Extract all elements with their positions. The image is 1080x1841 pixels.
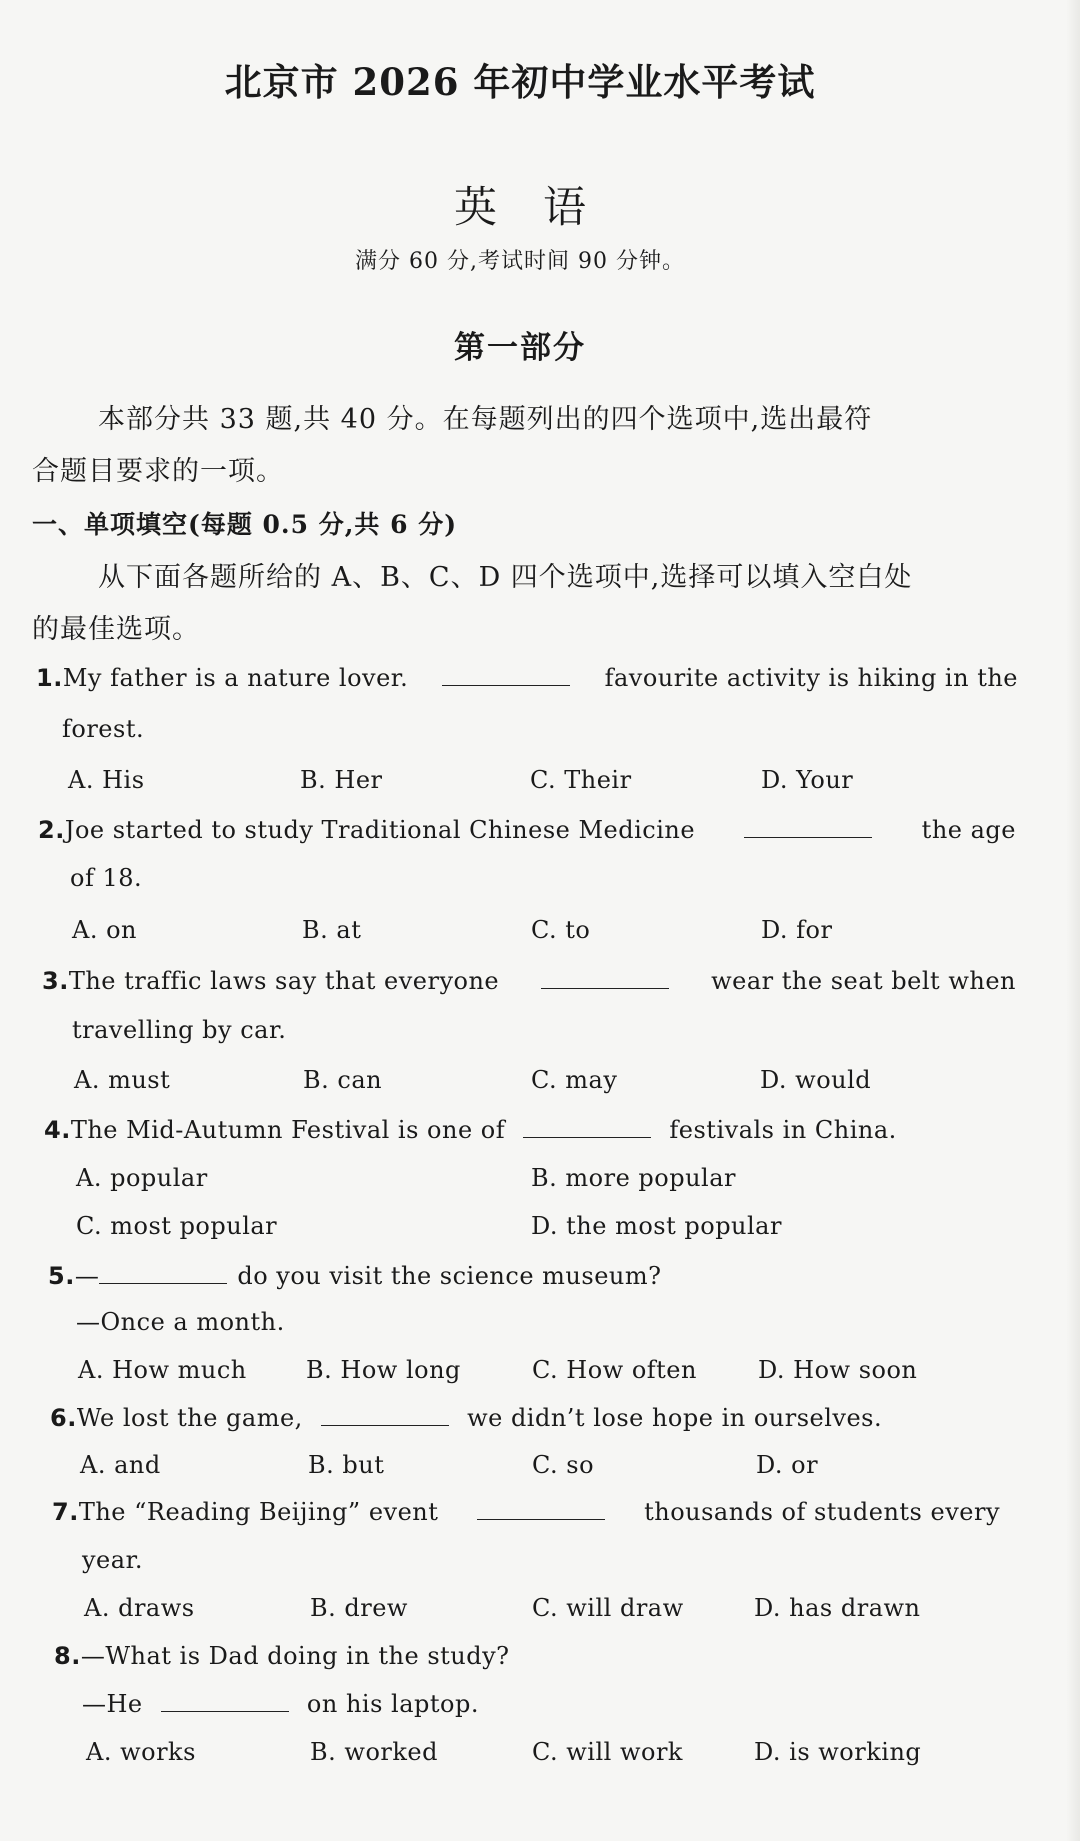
option-a: A. His	[68, 766, 145, 794]
stem-before-blank: Joe started to study Traditional Chinese Medicine	[64, 816, 696, 844]
option-b: B. worked	[310, 1738, 438, 1766]
option-a: A. works	[86, 1738, 196, 1766]
question-number: 4.	[44, 1116, 71, 1144]
question-5-continuation: —Once a month.	[76, 1308, 285, 1336]
option-d: D. the most popular	[531, 1212, 782, 1240]
question-stem	[79, 1498, 1000, 1526]
option-d: D. is working	[754, 1738, 922, 1766]
page-edge-shadow	[1066, 0, 1080, 1841]
stem-after-blank: favourite activity is hiking in the	[604, 664, 1018, 692]
option-d: D. has drawn	[754, 1594, 921, 1622]
stem-after-blank: on his laptop.	[306, 1690, 479, 1718]
question-stem	[71, 1116, 897, 1144]
stem-after-blank: we didn’t lose hope in ourselves.	[467, 1404, 883, 1432]
section-heading: 一、单项填空(每题 0.5 分,共 6 分)	[32, 510, 458, 539]
score-note: 满分 60 分,考试时间 90 分钟。	[355, 249, 685, 274]
question-number: 8.	[54, 1642, 81, 1670]
option-d: D. would	[760, 1066, 872, 1094]
section-instr-line-1: 从下面各题所给的 A、B、C、D 四个选项中,选择可以填入空白处	[98, 562, 913, 593]
answer-blank	[477, 1518, 605, 1520]
question-number: 5.	[48, 1262, 75, 1290]
stem-before-blank: We lost the game,	[76, 1404, 303, 1432]
question-number: 7.	[52, 1498, 79, 1526]
option-b: B. can	[303, 1066, 383, 1094]
question-1-continuation: forest.	[62, 715, 145, 743]
stem-before-blank: —	[74, 1262, 100, 1290]
option-c: C. most popular	[76, 1212, 278, 1240]
question-number: 6.	[50, 1404, 77, 1432]
part-title: 第一部分	[454, 330, 586, 366]
question-2	[38, 816, 1016, 844]
option-a: A. popular	[76, 1164, 208, 1192]
option-c: C. so	[532, 1451, 595, 1479]
option-b: B. drew	[310, 1594, 408, 1622]
stem-before-blank: My father is a nature lover.	[62, 664, 409, 692]
option-b: B. but	[308, 1451, 385, 1479]
option-c: C. will draw	[532, 1594, 684, 1622]
question-stem	[63, 664, 1018, 692]
stem-after-blank: do you visit the science museum?	[237, 1262, 662, 1290]
answer-blank	[541, 987, 669, 989]
question-stem	[75, 1262, 662, 1290]
answer-blank	[161, 1710, 289, 1712]
answer-blank	[442, 684, 570, 686]
stem-before-blank: The “Reading Beijing” event	[78, 1498, 439, 1526]
part-intro-line-2: 合题目要求的一项。	[32, 456, 284, 487]
part-intro-line-1: 本部分共 33 题,共 40 分。在每题列出的四个选项中,选出最符	[98, 404, 873, 435]
question-8-continuation	[82, 1690, 479, 1718]
stem-after-blank: wear the seat belt when	[711, 967, 1016, 995]
answer-blank	[321, 1424, 449, 1426]
option-a: A. How much	[78, 1356, 247, 1384]
question-3-continuation: travelling by car.	[72, 1016, 287, 1044]
option-b: B. at	[302, 916, 362, 944]
answer-blank	[523, 1136, 651, 1138]
question-5	[48, 1262, 661, 1290]
exam-title: 北京市 2026 年初中学业水平考试	[224, 60, 816, 104]
stem-before-blank: —He	[82, 1690, 143, 1718]
option-a: A. must	[74, 1066, 171, 1094]
option-a: A. and	[80, 1451, 161, 1479]
question-6	[50, 1404, 882, 1432]
option-b: B. more popular	[531, 1164, 736, 1192]
section-instructions	[32, 552, 1024, 656]
option-a: A. draws	[84, 1594, 195, 1622]
option-d: D. Your	[761, 766, 854, 794]
stem-before-blank: The traffic laws say that everyone	[68, 967, 500, 995]
part-intro	[32, 394, 1024, 498]
answer-blank	[744, 836, 872, 838]
section-instr-line-2: 的最佳选项。	[32, 614, 200, 645]
question-stem	[77, 1404, 882, 1432]
question-stem: —What is Dad doing in the study?	[80, 1642, 510, 1670]
option-c: C. to	[531, 916, 591, 944]
option-a: A. on	[72, 916, 137, 944]
stem-after-blank: festivals in China.	[669, 1116, 897, 1144]
subject-title: 英语	[454, 183, 632, 233]
question-4	[44, 1116, 897, 1144]
question-stem	[69, 967, 1016, 995]
option-c: C. Their	[530, 766, 632, 794]
question-2-continuation: of 18.	[70, 864, 143, 892]
option-c: C. may	[531, 1066, 618, 1094]
question-stem	[65, 816, 1016, 844]
option-c: C. How often	[532, 1356, 697, 1384]
option-d: D. or	[756, 1451, 819, 1479]
question-8	[54, 1642, 510, 1670]
option-d: D. for	[761, 916, 833, 944]
option-c: C. will work	[532, 1738, 683, 1766]
question-7	[52, 1498, 1000, 1526]
answer-blank	[99, 1282, 227, 1284]
stem-before-blank: The Mid-Autumn Festival is one of	[70, 1116, 506, 1144]
question-number: 1.	[36, 664, 63, 692]
question-3	[42, 967, 1016, 995]
option-d: D. How soon	[758, 1356, 918, 1384]
question-number: 2.	[38, 816, 65, 844]
option-b: B. How long	[306, 1356, 461, 1384]
question-7-continuation: year.	[82, 1546, 144, 1574]
stem-after-blank: the age	[921, 816, 1016, 844]
question-1	[36, 664, 1018, 692]
question-number: 3.	[42, 967, 69, 995]
stem-after-blank: thousands of students every	[644, 1498, 1000, 1526]
option-b: B. Her	[300, 766, 383, 794]
